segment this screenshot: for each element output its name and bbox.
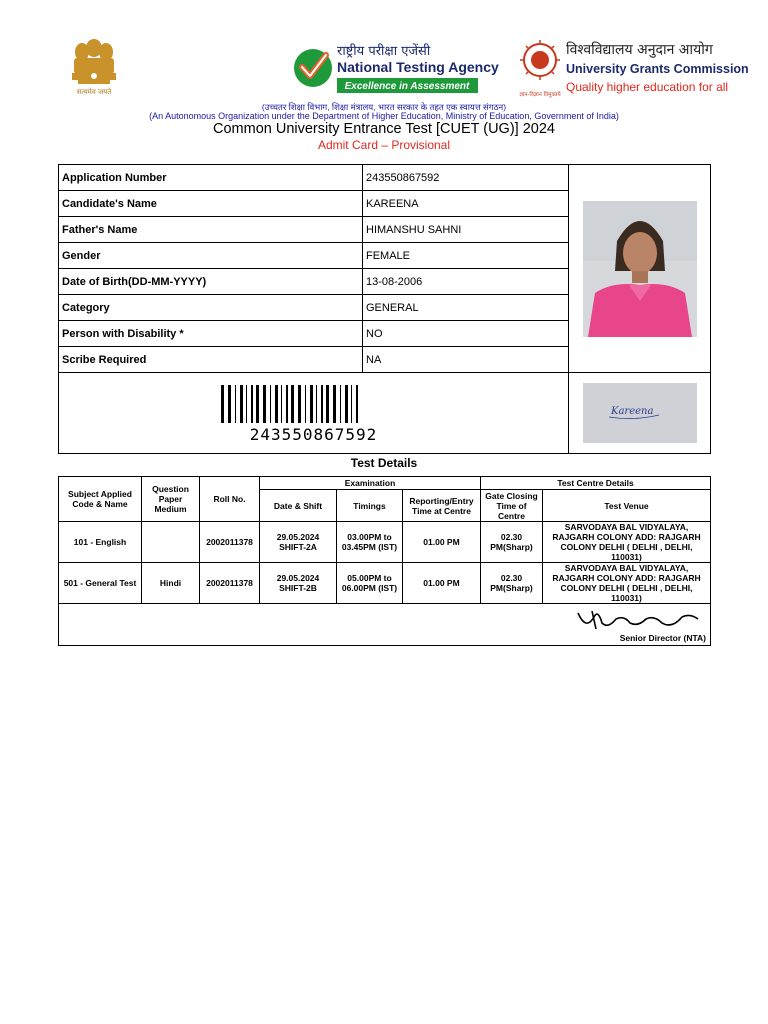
photo-cell [569, 165, 711, 373]
barcode-bar [298, 385, 301, 423]
page-title: Common University Entrance Test [CUET (UG)] 2024 [213, 121, 555, 137]
test-details-table [58, 476, 711, 646]
field-label: Date of Birth(DD-MM-YYYY) [59, 269, 363, 295]
barcode-bar [275, 385, 278, 423]
nta-tagline: Excellence in Assessment [344, 81, 470, 92]
date-text: 29.05.2024 [276, 532, 320, 542]
ugc-seal-motto: ज्ञान-विज्ञान विमुक्तये [519, 92, 561, 98]
field-label: Candidate's Name [59, 191, 363, 217]
director-signature-cell [59, 604, 711, 646]
barcode-bar [240, 385, 243, 423]
field-label: Category [59, 295, 363, 321]
nta-hindi-name: राष्ट्रीय परीक्षा एजेंसी [337, 44, 431, 59]
barcode-bar [246, 385, 247, 423]
field-label: Gender [59, 243, 363, 269]
barcode-bar [291, 385, 294, 423]
subject-cell: 501 - General Test [59, 563, 142, 604]
header-reporting: Reporting/Entry Time at Centre [403, 490, 481, 522]
header-date-shift: Date & Shift [260, 490, 337, 522]
medium-cell: Hindi [142, 563, 200, 604]
reporting-cell: 01.00 PM [403, 563, 481, 604]
header-examination: Examination [260, 477, 481, 490]
barcode-bar [305, 385, 306, 423]
roll-cell: 2002011378 [200, 563, 260, 604]
shift-text: SHIFT-2A [279, 542, 317, 552]
barcode-bar [281, 385, 282, 423]
shift-text: SHIFT-2B [279, 583, 317, 593]
ugc-tagline: Quality higher education for all [566, 80, 729, 94]
barcode-bar [235, 385, 236, 423]
reporting-cell: 01.00 PM [403, 522, 481, 563]
ugc-logo [519, 38, 749, 100]
field-value: 243550867592 [363, 165, 569, 191]
barcode-bar [221, 385, 224, 423]
gate-closing-cell: 02.30 PM(Sharp) [481, 563, 543, 604]
field-value: KAREENA [363, 191, 569, 217]
signature-cell [569, 373, 711, 454]
field-value: GENERAL [363, 295, 569, 321]
barcode-bar [333, 385, 336, 423]
barcode-bar [321, 385, 323, 423]
nta-logo [293, 42, 499, 98]
barcode-bar [340, 385, 341, 423]
emblem-motto: सत्यमेव जयते [76, 88, 112, 96]
barcode-bar [286, 385, 288, 423]
venue-cell: SARVODAYA BAL VIDYALAYA, RAJGARH COLONY ADD: RAJGARH COLONY DELHI ( DELHI , DELHI, 110031) [543, 563, 711, 604]
header-venue: Test Venue [543, 490, 711, 522]
barcode-bar [270, 385, 271, 423]
nta-english-name: National Testing Agency [337, 59, 499, 75]
barcode-bar [316, 385, 317, 423]
field-label: Father's Name [59, 217, 363, 243]
header-roll: Roll No. [200, 477, 260, 522]
subtitle-hindi: (उच्चतर शिक्षा विभाग, शिक्षा मंत्रालय, भारत सरकार के तहत एक स्वायत्त संगठन) [261, 102, 507, 112]
ugc-english-name: University Grants Commission [566, 62, 749, 76]
header-medium: Question Paper Medium [142, 477, 200, 522]
field-value: FEMALE [363, 243, 569, 269]
field-label: Application Number [59, 165, 363, 191]
header-timings: Timings [337, 490, 403, 522]
field-value: 13-08-2006 [363, 269, 569, 295]
barcode-number: 243550867592 [249, 424, 378, 444]
field-value: HIMANSHU SAHNI [363, 217, 569, 243]
timings-cell: 05.00PM to 06.00PM (IST) [337, 563, 403, 604]
gate-closing-cell: 02.30 PM(Sharp) [481, 522, 543, 563]
barcode-bar [228, 385, 231, 423]
ugc-hindi-name: विश्वविद्यालय अनुदान आयोग [566, 42, 713, 58]
date-shift-cell [260, 563, 337, 604]
header-centre-details: Test Centre Details [481, 477, 711, 490]
barcode-bar [251, 385, 253, 423]
barcode-cell [59, 373, 569, 454]
header-gate-closing: Gate Closing Time of Centre [481, 490, 543, 522]
subtitle-english: (An Autonomous Organization under the Department of Higher Education, Ministry of Education, Government of India) [149, 111, 619, 121]
barcode-bar [256, 385, 259, 423]
barcode-bar [263, 385, 266, 423]
field-label: Person with Disability * [59, 321, 363, 347]
roll-cell: 2002011378 [200, 522, 260, 563]
director-label: Senior Director (NTA) [619, 633, 706, 643]
national-emblem-logo [60, 36, 128, 98]
candidate-details-table [58, 164, 711, 454]
barcode [219, 385, 409, 423]
field-value: NO [363, 321, 569, 347]
timings-cell: 03.00PM to 03.45PM (IST) [337, 522, 403, 563]
table-row [59, 522, 711, 563]
venue-cell: SARVODAYA BAL VIDYALAYA, RAJGARH COLONY ADD: RAJGARH COLONY DELHI ( DELHI , DELHI, 110031) [543, 522, 711, 563]
date-text: 29.05.2024 [276, 573, 320, 583]
table-row [59, 165, 711, 191]
field-value: NA [363, 347, 569, 373]
signature-text: Kareena [610, 406, 653, 417]
barcode-bar [345, 385, 348, 423]
candidate-signature [583, 383, 697, 443]
field-label: Scribe Required [59, 347, 363, 373]
header-subject: Subject Applied Code & Name [59, 477, 142, 522]
subject-cell: 101 - English [59, 522, 142, 563]
director-signature [572, 607, 702, 633]
barcode-bar [310, 385, 313, 423]
test-details-title: Test Details [350, 456, 418, 470]
admit-card-label: Admit Card – Provisional [317, 138, 451, 152]
candidate-photo [583, 201, 697, 337]
barcode-bar [356, 385, 358, 423]
table-row [59, 563, 711, 604]
date-shift-cell [260, 522, 337, 563]
barcode-bar [326, 385, 329, 423]
medium-cell [142, 522, 200, 563]
barcode-bar [351, 385, 352, 423]
table-row [59, 373, 711, 454]
signature-row [59, 604, 711, 646]
